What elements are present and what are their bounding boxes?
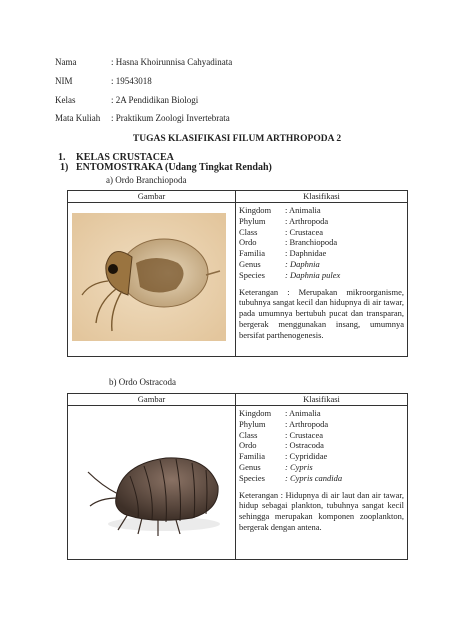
rank-value: : Daphnia pulex (285, 269, 341, 280)
table-a-col-class: Klasifikasi (236, 191, 408, 203)
rank-label: Ordo (239, 440, 257, 451)
daphnia-image (68, 203, 235, 356)
rank-value: : Arthropoda (285, 215, 329, 226)
section-heading: KELAS CRUSTACEA (76, 152, 174, 163)
rank-value: : Crustacea (285, 429, 323, 440)
order-label-a: a) Ordo Branchiopoda (106, 175, 187, 185)
rank-value: : Daphnidae (285, 248, 327, 259)
rank-value: : Cypris candida (285, 472, 343, 483)
rank-value: : Crustacea (285, 226, 323, 237)
classification-info-a (236, 203, 408, 357)
rank-label: Genus (239, 258, 261, 269)
rank-label: Class (239, 429, 258, 440)
rank-value: : Animalia (285, 408, 321, 418)
classification-table-b (67, 393, 408, 560)
rank-value: : Cypris (285, 461, 313, 472)
rank-label: Kingdom (239, 408, 272, 418)
field-label-nim: NIM (55, 76, 73, 86)
rank-label: Species (239, 269, 265, 280)
rank-value: : Cyprididae (285, 451, 328, 462)
page-title: TUGAS KLASIFIKASI FILUM ARTHROPODA 2 (132, 134, 342, 144)
rank-label: Familia (239, 451, 265, 462)
rank-value: : Branchiopoda (285, 237, 338, 248)
classification-info-b (236, 406, 408, 560)
table-a-col-image: Gambar (68, 191, 236, 203)
rank-label: Genus (239, 461, 261, 472)
field-value-kelas: : 2A Pendidikan Biologi (111, 95, 199, 105)
field-label-nama: Nama (55, 57, 77, 67)
rank-value: : Daphnia (285, 258, 320, 269)
rank-label: Class (239, 226, 258, 237)
rank-label: Phylum (239, 215, 266, 226)
table-b-col-class: Klasifikasi (236, 394, 408, 406)
field-label-mata-kuliah: Mata Kuliah (55, 113, 101, 123)
subsection-number: 1) (60, 162, 69, 173)
field-value-nama: : Hasna Khoirunnisa Cahyadinata (111, 57, 233, 67)
subsection-heading: ENTOMOSTRAKA (Udang Tingkat Rendah) (76, 162, 272, 173)
rank-label: Phylum (239, 418, 266, 429)
description-text-b: Keterangan : Hidupnya di air laut dan air tawar, hidup sebagai plankton, tubuhnya sangat kecil sehingga merupakan komponen zooplankton, bergerak dengan antena. (239, 489, 404, 532)
rank-label: Ordo (239, 237, 257, 248)
table-b-col-image: Gambar (68, 394, 236, 406)
rank-value: : Arthropoda (285, 418, 329, 429)
field-label-kelas: Kelas (55, 95, 76, 105)
description-text-a: Keterangan : Merupakan mikroorganisme, tubuhnya sangat kecil dan hidupnya di air tawar, pada umumnya bertubuh pucat dan transparan, bergerak menggunakan insang, umumnya bersifat parthenogenesis. (239, 286, 404, 340)
field-value-nim: : 19543018 (111, 76, 152, 86)
rank-value: : Ostracoda (285, 440, 324, 451)
field-value-mata-kuliah: : Praktikum Zoologi Invertebrata (111, 113, 230, 123)
rank-label: Familia (239, 248, 265, 259)
cypris-image (68, 406, 235, 559)
daphnia-image-cell (68, 203, 236, 357)
classification-table-a (67, 190, 408, 357)
rank-label: Kingdom (239, 205, 272, 215)
order-label-b: b) Ordo Ostracoda (109, 377, 176, 387)
rank-value: : Animalia (285, 205, 321, 215)
cypris-image-cell (68, 406, 236, 560)
section-number: 1. (58, 152, 66, 163)
rank-label: Species (239, 472, 265, 483)
